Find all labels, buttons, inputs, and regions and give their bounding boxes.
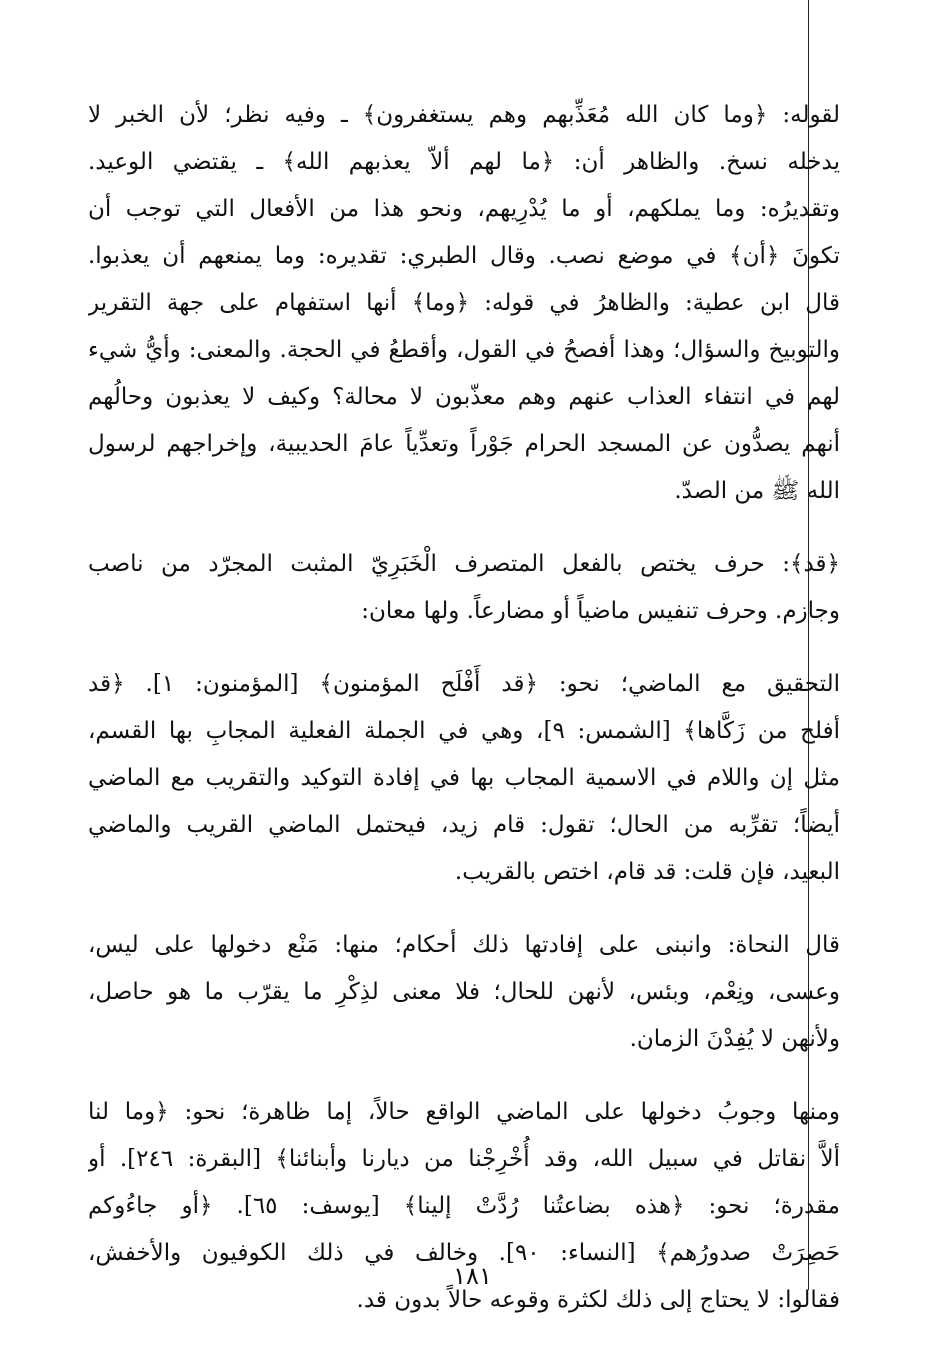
paragraph-2 bbox=[88, 541, 840, 635]
paragraph-3 bbox=[88, 661, 840, 896]
text-line: وعسى، ونِعْم، وبئس، لأنهن للحال؛ فلا معنى لذِكْرِ ما يقرّب ما هو حاصل، bbox=[88, 979, 840, 1005]
text-line: أنهم يصدُّون عن المسجد الحرام جَوْراً وتعدِّياً عامَ الحديبية، وإخراجهم لرسول bbox=[88, 431, 840, 457]
text-line: قال النحاة: وانبنى على إفادتها ذلك أحكام؛ منها: مَنْع دخولها على ليس، bbox=[88, 932, 840, 958]
text-line: وتقديرُه: وما يملكهم، أو ما يُدْرِيهم، ونحو هذا من الأفعال التي توجب أن bbox=[88, 196, 840, 222]
text-line: وجازم. وحرف تنفيس ماضياً أو مضارعاً. ولها معان: bbox=[361, 598, 840, 624]
paragraph-4 bbox=[88, 922, 840, 1063]
text-line: لقوله: ﴿وما كان الله مُعَذِّبهم وهم يستغفرون﴾ ـ وفيه نظر؛ لأن الخبر لا bbox=[88, 102, 840, 128]
text-line: فقالوا: لا يحتاج إلى ذلك لكثرة وقوعه حالاً بدون قد. bbox=[356, 1287, 840, 1313]
page-number: ١٨١ bbox=[453, 1262, 492, 1290]
text-line: أفلح من زَكَّاها﴾ [الشمس: ٩]، وهي في الجملة الفعلية المجابِ بها القسم، bbox=[88, 718, 840, 744]
text-line: مقدرة؛ نحو: ﴿هذه بضاعتُنا رُدَّتْ إلينا﴾ [يوسف: ٦٥]. ﴿أو جاءُوكم bbox=[88, 1193, 840, 1219]
text-line: ﴿قد﴾: حرف يختص بالفعل المتصرف الْخَبَرِيّ المثبت المجرّد من ناصب bbox=[88, 551, 840, 577]
text-line: التحقيق مع الماضي؛ نحو: ﴿قد أَفْلَح المؤمنون﴾ [المؤمنون: ١]. ﴿قد bbox=[88, 671, 840, 697]
text-line: والتوبيخ والسؤال؛ وهذا أفصحُ في القول، وأقطعُ في الحجة. والمعنى: وأيُّ شيء bbox=[88, 337, 840, 363]
text-line: لهم في انتفاء العذاب عنهم وهم معذّبون لا محالة؟ وكيف لا يعذبون وحالُهم bbox=[88, 384, 840, 410]
text-line: أيضاً؛ تقرِّبه من الحال؛ تقول: قام زيد، فيحتمل الماضي القريب والماضي bbox=[88, 812, 840, 838]
text-line: تكونَ ﴿أن﴾ في موضع نصب. وقال الطبري: تقديره: وما يمنعهم أن يعذبوا. bbox=[88, 243, 840, 269]
text-line: قال ابن عطية: والظاهرُ في قوله: ﴿وما﴾ أنها استفهام على جهة التقرير bbox=[88, 290, 840, 316]
text-line: الله ﷺ من الصدّ. bbox=[674, 478, 840, 504]
text-line: البعيد، فإن قلت: قد قام، اختص بالقريب. bbox=[454, 859, 840, 885]
paragraph-1 bbox=[88, 92, 840, 515]
text-line: ومنها وجوبُ دخولها على الماضي الواقع حالاً، إما ظاهرة؛ نحو: ﴿وما لنا bbox=[88, 1099, 840, 1125]
text-line: مثل إن واللام في الاسمية المجاب بها في إفادة التوكيد والتقريب مع الماضي bbox=[88, 765, 840, 791]
text-line: يدخله نسخ. والظاهر أن: ﴿ما لهم ألاّ يعذبهم الله﴾ ـ يقتضي الوعيد. bbox=[88, 149, 840, 175]
text-line: حَصِرَتْ صدورُهم﴾ [النساء: ٩٠]. وخالف في ذلك الكوفيون والأخفش، bbox=[88, 1240, 840, 1266]
text-line: ولأنهن لا يُفِدْنَ الزمان. bbox=[629, 1026, 840, 1052]
document-body bbox=[88, 92, 840, 1350]
text-line: ألاَّ نقاتل في سبيل الله، وقد أُخْرِجْنا من ديارنا وأبنائنا﴾ [البقرة: ٢٤٦]. أو bbox=[88, 1146, 840, 1172]
